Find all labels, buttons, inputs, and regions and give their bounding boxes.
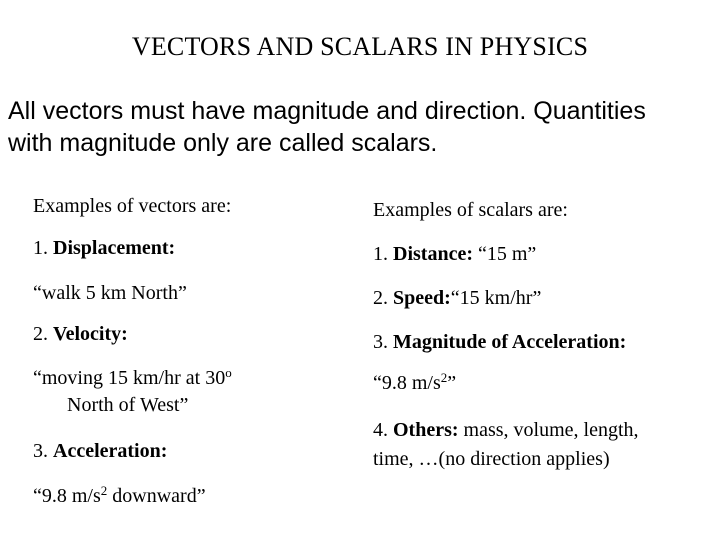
scalar-item-number: 4. — [373, 419, 388, 441]
vector-item-velocity — [33, 323, 128, 346]
vector-item-label: Acceleration: — [53, 440, 168, 462]
vector-item-number: 2. — [33, 323, 48, 345]
scalar-others-text: mass, volume, length, time, …(no direction applies) — [373, 419, 639, 470]
vector-example-text: downward” — [107, 485, 206, 507]
vector-example-acceleration — [33, 485, 206, 508]
scalar-example-acceleration — [373, 372, 456, 395]
superscript: 2 — [440, 370, 448, 385]
degree-symbol: o — [225, 365, 232, 380]
scalar-example-text: ” — [447, 372, 457, 394]
scalars-heading: Examples of scalars are: — [373, 199, 568, 221]
scalar-item-magnitude-acceleration — [373, 331, 626, 354]
scalar-item-distance — [373, 243, 536, 266]
scalar-item-others — [373, 416, 663, 474]
page-title: VECTORS AND SCALARS IN PHYSICS — [131, 32, 589, 61]
vectors-heading: Examples of vectors are: — [33, 195, 232, 217]
vector-example-velocity-line1 — [33, 367, 232, 390]
scalar-item-number: 2. — [373, 287, 388, 309]
vector-item-label: Displacement: — [53, 237, 176, 259]
scalar-item-speed — [373, 287, 541, 310]
vector-item-number: 1. — [33, 237, 48, 259]
scalar-item-label: Others: — [393, 419, 459, 441]
scalar-example-text: “9.8 m/s — [373, 372, 441, 394]
scalar-item-label: Magnitude of Acceleration: — [393, 331, 627, 353]
scalar-item-number: 1. — [373, 243, 388, 265]
scalar-example: “15 m” — [472, 243, 537, 265]
scalar-example: “15 km/hr” — [450, 287, 542, 309]
scalar-item-label: Speed: — [393, 287, 451, 309]
scalar-item-label: Distance: — [393, 243, 473, 265]
vector-item-acceleration — [33, 440, 167, 463]
vector-example-text: North of West” — [67, 394, 189, 416]
intro-line-2: with magnitude only are called scalars. — [8, 129, 438, 157]
vector-example-text: “9.8 m/s — [33, 485, 101, 507]
vector-example-displacement: “walk 5 km North” — [33, 282, 187, 304]
intro-text — [8, 95, 708, 159]
vector-example-text: “moving 15 km/hr at 30 — [33, 367, 226, 389]
intro-line-1: All vectors must have magnitude and direction. Quantities — [8, 97, 646, 125]
superscript: 2 — [100, 483, 108, 498]
scalar-item-number: 3. — [373, 331, 388, 353]
vector-example-velocity-line2 — [33, 394, 188, 417]
vector-item-number: 3. — [33, 440, 48, 462]
vector-item-label: Velocity: — [53, 323, 128, 345]
vector-item-displacement — [33, 237, 175, 260]
